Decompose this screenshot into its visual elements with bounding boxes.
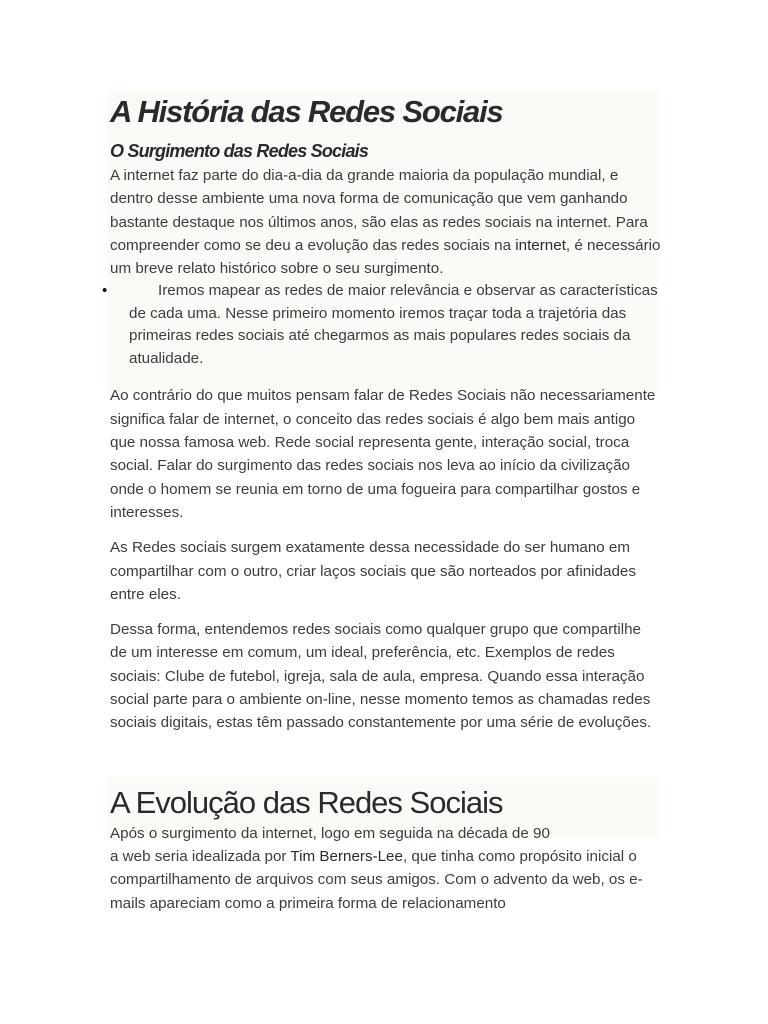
bullet-item xyxy=(102,280,662,370)
tim-berners-lee-link[interactable]: Tim Berners-Lee xyxy=(290,847,403,865)
intro-text-after: , é necessário um breve relato histórico sobre o seu surgimento. xyxy=(110,236,661,278)
bullet-text: Iremos mapear as redes de maior relevância e observar as características de cada uma. Nesse primeiro momento iremos traçar toda a trajetória das primeiras redes sociais até chegarmos as mais populares redes sociais da atualidade. xyxy=(129,282,658,367)
evolution-paragraph xyxy=(110,822,662,915)
page-title: A História das Redes Sociais xyxy=(110,94,503,129)
paragraph-examples: Dessa forma, entendemos redes sociais como qualquer grupo que compartilhe de um interesse em comum, um ideal, preferência, etc. Exemplos de redes sociais: Clube de futebol, igreja, sala de aula, empresa. Quando essa interação social parte para o ambiente on-line, nesse momento temos as chamadas redes sociais digitais, estas têm passado constantemente por uma série de evoluções. xyxy=(110,621,652,732)
evolution-text-before: a web seria idealizada por xyxy=(110,847,291,865)
paragraph-necessity: As Redes sociais surgem exatamente dessa necessidade do ser humano em compartilhar com o outro, criar laços sociais que são norteados por afinidades entre eles. xyxy=(110,539,636,603)
bullet-dot-icon: • xyxy=(102,282,108,300)
internet-link[interactable]: internet xyxy=(515,236,566,254)
section-title-evolution: A Evolução das Redes Sociais xyxy=(110,784,503,820)
evolution-text-after: , que tinha como propósito inicial o compartilhamento de arquivos com seus amigos. Com o advento da web, os e-mails apareciam como a primeira forma de relacionamento xyxy=(110,847,643,912)
evolution-line1: Após o surgimento da internet, logo em seguida na década de 90 xyxy=(110,824,550,842)
intro-text-before: A internet faz parte do dia-a-dia da grande maioria da população mundial, e dentro desse ambiente uma nova forma de comunicação que vem ganhando bastante destaque nos últimos anos, são elas as redes sociais na internet. Para compreender como se deu a evolução das redes sociais na xyxy=(110,167,648,254)
section-subtitle: O Surgimento das Redes Sociais xyxy=(110,141,369,161)
paragraph-concept: Ao contrário do que muitos pensam falar de Redes Sociais não necessariamente significa falar de internet, o conceito das redes sociais é algo bem mais antigo que nossa famosa web. Rede social representa gente, interação social, troca social. Falar do surgimento das redes sociais nos leva ao início da civilização onde o homem se reunia em torno de uma fogueira para compartilhar gostos e interesses. xyxy=(110,387,656,521)
article-content xyxy=(102,90,662,915)
intro-paragraph xyxy=(110,164,662,280)
